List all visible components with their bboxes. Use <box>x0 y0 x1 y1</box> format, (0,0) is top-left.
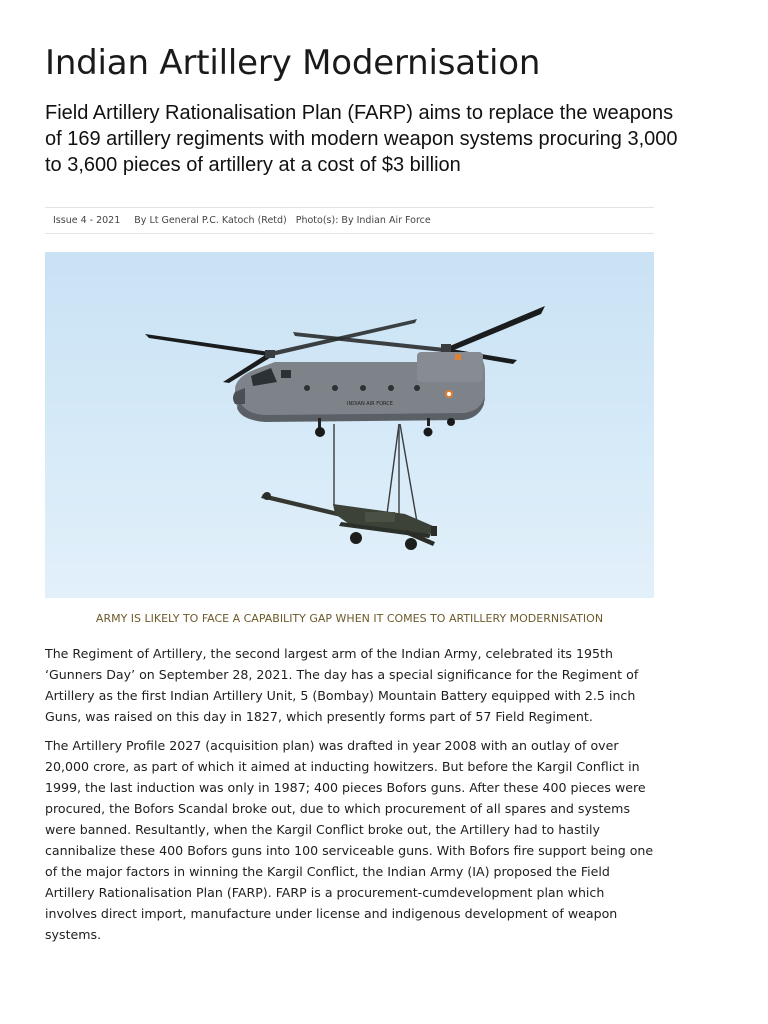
helicopter-illustration <box>45 252 654 598</box>
article-subtitle: Field Artillery Rationalisation Plan (FARP) aims to replace the weapons of 169 artillery regiments with modern weapon systems procuring 3,000 to 3,600 pieces of artillery at a cost of $3 billion <box>45 102 678 176</box>
author-byline: By Lt General P.C. Katoch (Retd) <box>134 215 287 226</box>
photo-credit: Photo(s): By Indian Air Force <box>295 215 431 226</box>
article-photo <box>45 252 654 598</box>
paragraph: The Regiment of Artillery, the second largest arm of the Indian Army, celebrated its 195th ‘Gunners Day’ on September 28, 2021. The day has a special significance for the Regiment of Artillery as the first Indian Artillery Unit, 5 (Bombay) Mountain Battery equipped with 2.5 inch Guns, was raised on this day in 1827, which presently forms part of 57 Field Regiment. <box>45 646 639 724</box>
helicopter-fuselage <box>233 352 485 422</box>
article-body <box>45 643 657 953</box>
page-title: Indian Artillery Modernisation <box>45 43 541 83</box>
paragraph: The Artillery Profile 2027 (acquisition plan) was drafted in year 2008 with an outlay of over 20,000 crore, as part of which it aimed at inducting howitzers. But before the Kargil Conflict in 1999, the last induction was only in 1987; 400 pieces Bofors guns. After these 400 pieces were procured, the Bofors Scandal broke out, due to which procurement of all spares and systems were banned. Resultantly, when the Kargil Conflict broke out, the Artillery had to hastily cannibalize these 400 Bofors guns into 100 serviceable guns. With Bofors fire support being one of the major factors in winning the Kargil Conflict, the Indian Army (IA) proposed the Field Artillery Rationalisation Plan (FARP). FARP is a procurement-cumdevelopment plan which involves direct import, manufacture under license and indigenous development of weapon systems. <box>45 738 654 942</box>
photo-caption: ARMY IS LIKELY TO FACE A CAPABILITY GAP WHEN IT COMES TO ARTILLERY MODERNISATION <box>95 612 604 625</box>
howitzer <box>261 492 437 550</box>
fuselage-text: INDIAN AIR FORCE <box>347 401 393 407</box>
article-meta-bar <box>45 207 654 234</box>
issue-label[interactable]: Issue 4 - 2021 <box>53 215 121 226</box>
